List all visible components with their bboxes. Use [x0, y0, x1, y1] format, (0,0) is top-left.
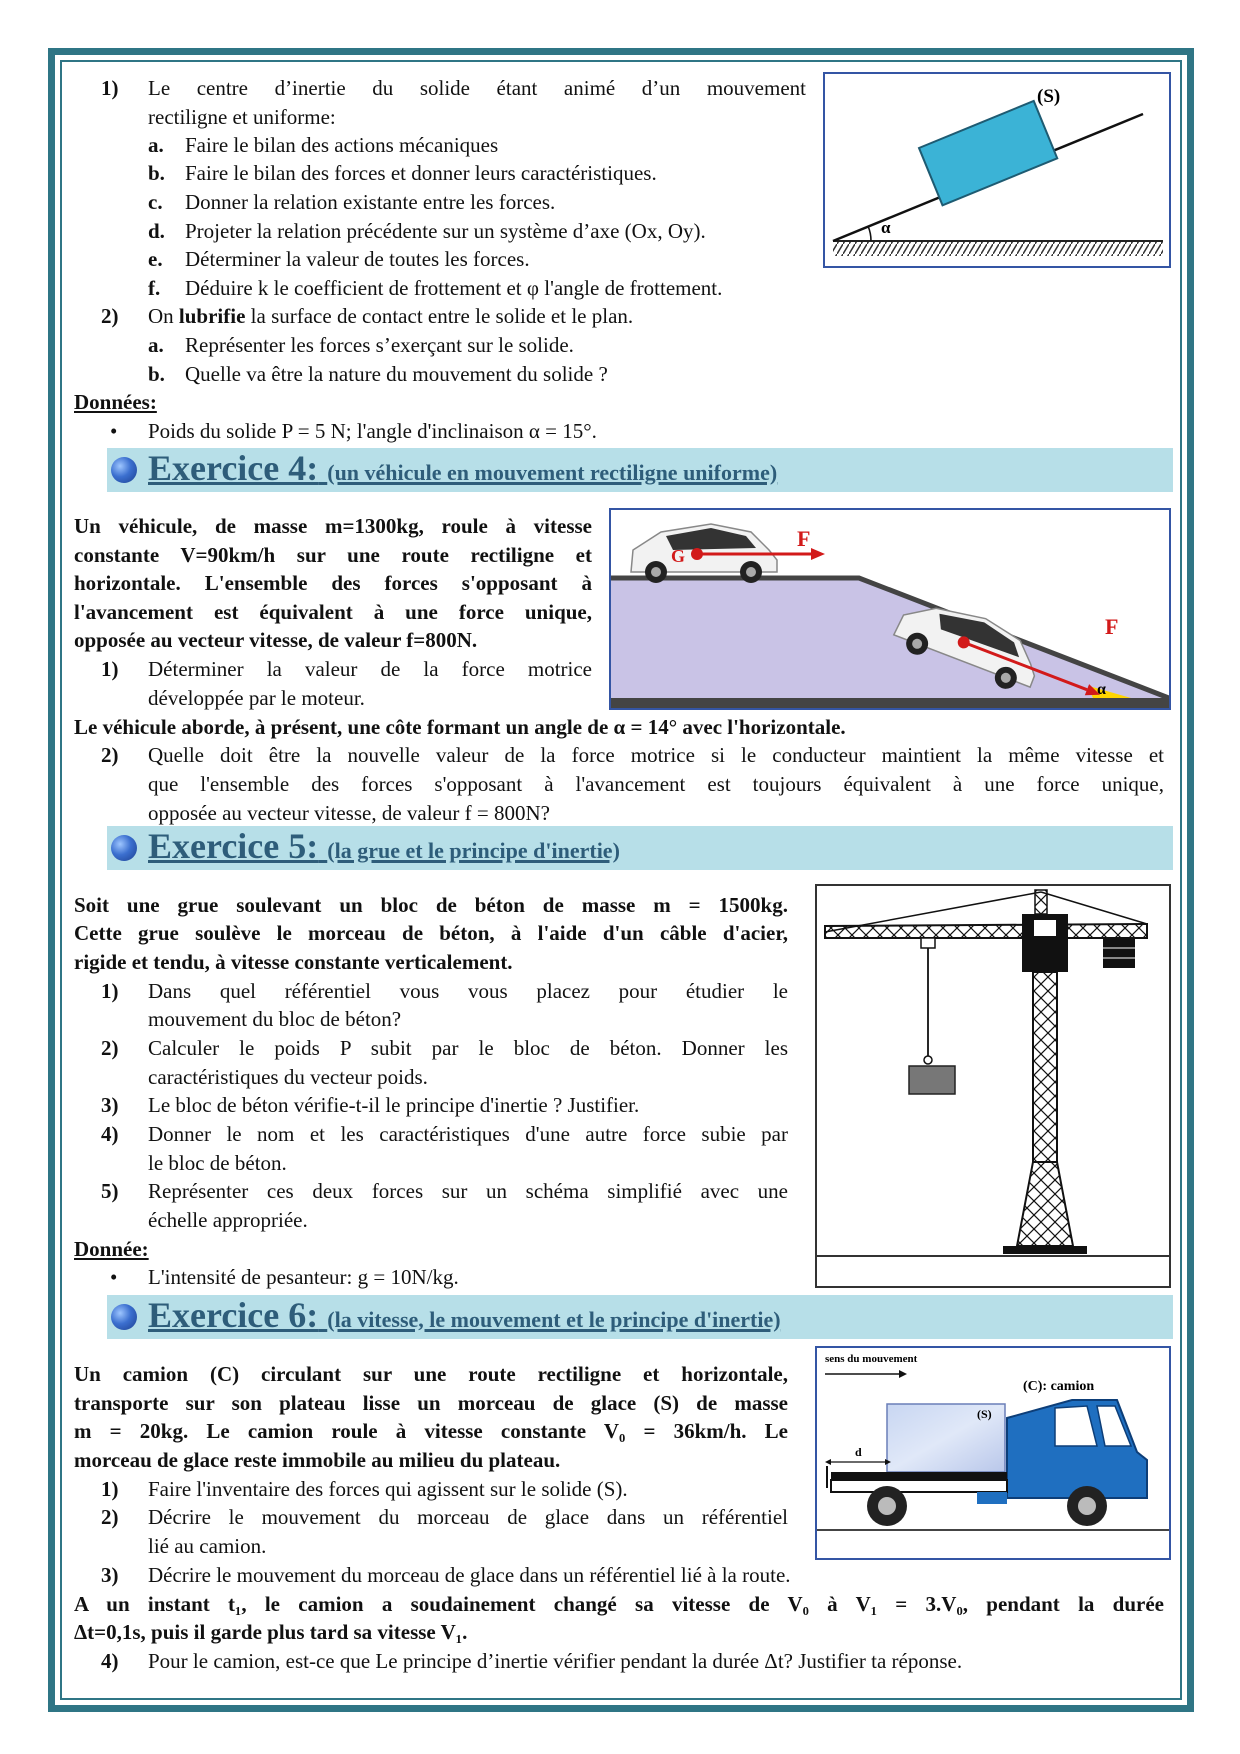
question-number: 1)	[101, 76, 119, 100]
sub-text: Faire le bilan des forces et donner leurs caractéristiques.	[185, 161, 657, 185]
question-number: 5)	[101, 1179, 119, 1203]
question-number: 3)	[101, 1563, 119, 1587]
intro-line: horizontale. L'ensemble des forces s'opposant à	[74, 571, 592, 595]
solid-label: (S)	[1037, 86, 1061, 107]
question-text: développée par le moteur.	[148, 686, 365, 710]
question-text: mouvement du bloc de béton?	[148, 1007, 402, 1031]
truck-figure	[815, 1346, 1171, 1560]
data-item: Poids du solide P = 5 N; l'angle d'inclinaison α = 15°.	[148, 419, 597, 443]
intro-line: l'avancement est équivalent à une force unique,	[74, 600, 592, 624]
base-line	[611, 698, 1169, 708]
sub-text: Déterminer la valeur de toutes les forces.	[185, 247, 530, 271]
concrete-block	[909, 1066, 955, 1094]
crane-figure	[815, 884, 1171, 1288]
sub-letter: b.	[148, 161, 165, 185]
crane-top	[1035, 890, 1047, 914]
sub-text: Faire le bilan des actions mécaniques	[185, 133, 499, 157]
question-text: On lubrifie la surface de contact entre le solide et le plan.	[148, 304, 634, 328]
sub-letter: e.	[148, 247, 163, 271]
bullet-ball-icon	[111, 835, 137, 861]
intro-line: constante V=90km/h sur une route rectiligne et	[74, 543, 592, 567]
fuel-tank	[977, 1492, 1007, 1504]
statement: Le véhicule aborde, à présent, une côte formant un angle de α = 14° avec l'horizontale.	[74, 715, 846, 739]
hook	[924, 1056, 932, 1064]
question-text: Décrire le mouvement du morceau de glace dans un référentiel lié à la route.	[148, 1563, 791, 1587]
intro-line: Un camion (C) circulant sur une route rectiligne et horizontale,	[74, 1362, 788, 1386]
f-label-slope: F	[1105, 614, 1119, 639]
ice-label: (S)	[977, 1407, 992, 1421]
question-text: Calculer le poids P subit par le bloc de béton. Donner les	[148, 1036, 788, 1060]
incline-diagram	[825, 74, 1169, 266]
intro-line: rigide et tendu, à vitesse constante verticalement.	[74, 950, 513, 974]
crane-base	[1017, 1162, 1073, 1246]
truck-diagram	[817, 1348, 1169, 1558]
exercise-4-title: Exercice 4: (un véhicule en mouvement rectiligne uniforme)	[148, 448, 778, 488]
distance-label: d	[855, 1445, 862, 1459]
solid-block	[919, 101, 1057, 205]
intro-line: opposée au vecteur vitesse, de valeur f=800N.	[74, 628, 478, 652]
sub-text: Déduire k le coefficient de frottement et φ l'angle de frottement.	[185, 276, 723, 300]
angle-arc	[868, 226, 871, 241]
question-text: Quelle doit être la nouvelle valeur de la force motrice si le conducteur maintient la même vitesse et	[148, 743, 1164, 767]
sub-text: Donner la relation existante entre les forces.	[185, 190, 556, 214]
exercise-6-title: Exercice 6: (la vitesse, le mouvement et le principe d'inertie)	[148, 1295, 781, 1335]
data-heading: Donnée:	[74, 1237, 149, 1261]
motion-direction-label: sens du mouvement	[825, 1353, 918, 1365]
car-figure	[609, 508, 1171, 710]
question-text: lié au camion.	[148, 1534, 267, 1558]
question-text: Faire l'inventaire des forces qui agissent sur le solide (S).	[148, 1477, 628, 1501]
platform-side	[831, 1480, 1007, 1492]
intro-line: m = 20kg. Le camion roule à vitesse constante V₀ = 36km/h. Le	[74, 1419, 788, 1443]
question-text: caractéristiques du vecteur poids.	[148, 1065, 428, 1089]
trolley	[921, 938, 935, 948]
car-diagram	[611, 510, 1169, 708]
question-text: Déterminer la valeur de la force motrice	[148, 657, 592, 681]
f-label: F	[797, 526, 811, 551]
question-text: Pour le camion, est-ce que Le principe d’inertie vérifier pendant la durée Δt? Justifier ta réponse.	[148, 1649, 963, 1673]
question-number: 2)	[101, 1036, 119, 1060]
exercise-6-subtitle: (la vitesse, le mouvement et le principe d'inertie)	[327, 1307, 781, 1332]
sub-letter: f.	[148, 276, 161, 300]
bullet: •	[110, 419, 118, 443]
sub-text: Représenter les forces s’exerçant sur le solide.	[185, 333, 574, 357]
cabin-window	[1034, 920, 1056, 936]
question-text: Donner le nom et les caractéristiques d'une autre force subie par	[148, 1122, 788, 1146]
bullet: •	[110, 1265, 118, 1289]
question-text: Décrire le mouvement du morceau de glace dans un référentiel	[148, 1505, 788, 1529]
bullet-ball-icon	[111, 457, 137, 483]
crane-jib	[825, 924, 1147, 938]
question-number: 1)	[101, 979, 119, 1003]
question-number: 1)	[101, 1477, 119, 1501]
arrow-head	[811, 548, 825, 560]
counterweight	[1103, 938, 1135, 968]
sub-letter: b.	[148, 362, 165, 386]
question-text: Le bloc de béton vérifie-t-il le principe d'inertie ? Justifier.	[148, 1093, 640, 1117]
data-heading: Données:	[74, 390, 157, 414]
sub-text: Projeter la relation précédente sur un système d’axe (Ox, Oy).	[185, 219, 706, 243]
question-number: 2)	[101, 1505, 119, 1529]
question-number: 2)	[101, 304, 119, 328]
truck-label: (C): camion	[1023, 1379, 1095, 1394]
question-text: échelle appropriée.	[148, 1208, 308, 1232]
sub-letter: d.	[148, 219, 165, 243]
bullet-ball-icon	[111, 1304, 137, 1330]
alpha-label: α	[1097, 681, 1106, 698]
exercise-4-subtitle: (un véhicule en mouvement rectiligne uniforme)	[327, 460, 778, 485]
crane-foot	[1003, 1246, 1087, 1254]
exercise-5-title: Exercice 5: (la grue et le principe d'inertie)	[148, 826, 620, 866]
incline-figure	[823, 72, 1171, 268]
question-number: 4)	[101, 1649, 119, 1673]
statement: A un instant t₁, le camion a soudainement changé sa vitesse de V₀ à V₁ = 3.V₀, pendant la durée	[74, 1592, 1164, 1616]
exercise-5-banner	[107, 826, 1173, 870]
emphasis: lubrifie	[178, 304, 246, 328]
intro-line: morceau de glace reste immobile au milieu du plateau.	[74, 1448, 561, 1472]
g-label: G	[671, 546, 686, 566]
statement: Δt=0,1s, puis il garde plus tard sa vitesse V₁.	[74, 1620, 468, 1644]
data-item: L'intensité de pesanteur: g = 10N/kg.	[148, 1265, 459, 1289]
ground-hatch	[833, 242, 1163, 256]
question-number: 3)	[101, 1093, 119, 1117]
question-text: opposée au vecteur vitesse, de valeur f = 800N?	[148, 801, 550, 825]
exercise-5-subtitle: (la grue et le principe d'inertie)	[327, 838, 620, 863]
question-text: Représenter ces deux forces sur un schéma simplifié avec une	[148, 1179, 788, 1203]
question-number: 1)	[101, 657, 119, 681]
intro-line: transporte sur son plateau lisse un morceau de glace (S) de masse	[74, 1391, 788, 1415]
question-text: rectiligne et uniforme:	[148, 105, 336, 129]
sub-letter: a.	[148, 133, 164, 157]
question-text: que l'ensemble des forces s'opposant à l'avancement est toujours équivalent à une force unique,	[148, 772, 1164, 796]
sub-letter: a.	[148, 333, 164, 357]
exercise-4-banner	[107, 448, 1173, 492]
intro-line: Cette grue soulève le morceau de béton, à l'aide d'un câble d'acier,	[74, 921, 788, 945]
question-text: Dans quel référentiel vous vous placez pour étudier le	[148, 979, 788, 1003]
question-text: le bloc de béton.	[148, 1151, 287, 1175]
exercise-6-banner	[107, 1295, 1173, 1339]
crane-mast	[1033, 972, 1057, 1162]
question-number: 2)	[101, 743, 119, 767]
question-number: 4)	[101, 1122, 119, 1146]
alpha-label: α	[881, 218, 891, 237]
sub-text: Quelle va être la nature du mouvement du solide ?	[185, 362, 608, 386]
question-text: Le centre d’inertie du solide étant animé d’un mouvement	[148, 76, 806, 100]
intro-line: Un véhicule, de masse m=1300kg, roule à vitesse	[74, 514, 592, 538]
crane-diagram	[817, 886, 1169, 1286]
sub-letter: c.	[148, 190, 163, 214]
intro-line: Soit une grue soulevant un bloc de béton de masse m = 1500kg.	[74, 893, 788, 917]
truck-platform	[831, 1472, 1007, 1480]
